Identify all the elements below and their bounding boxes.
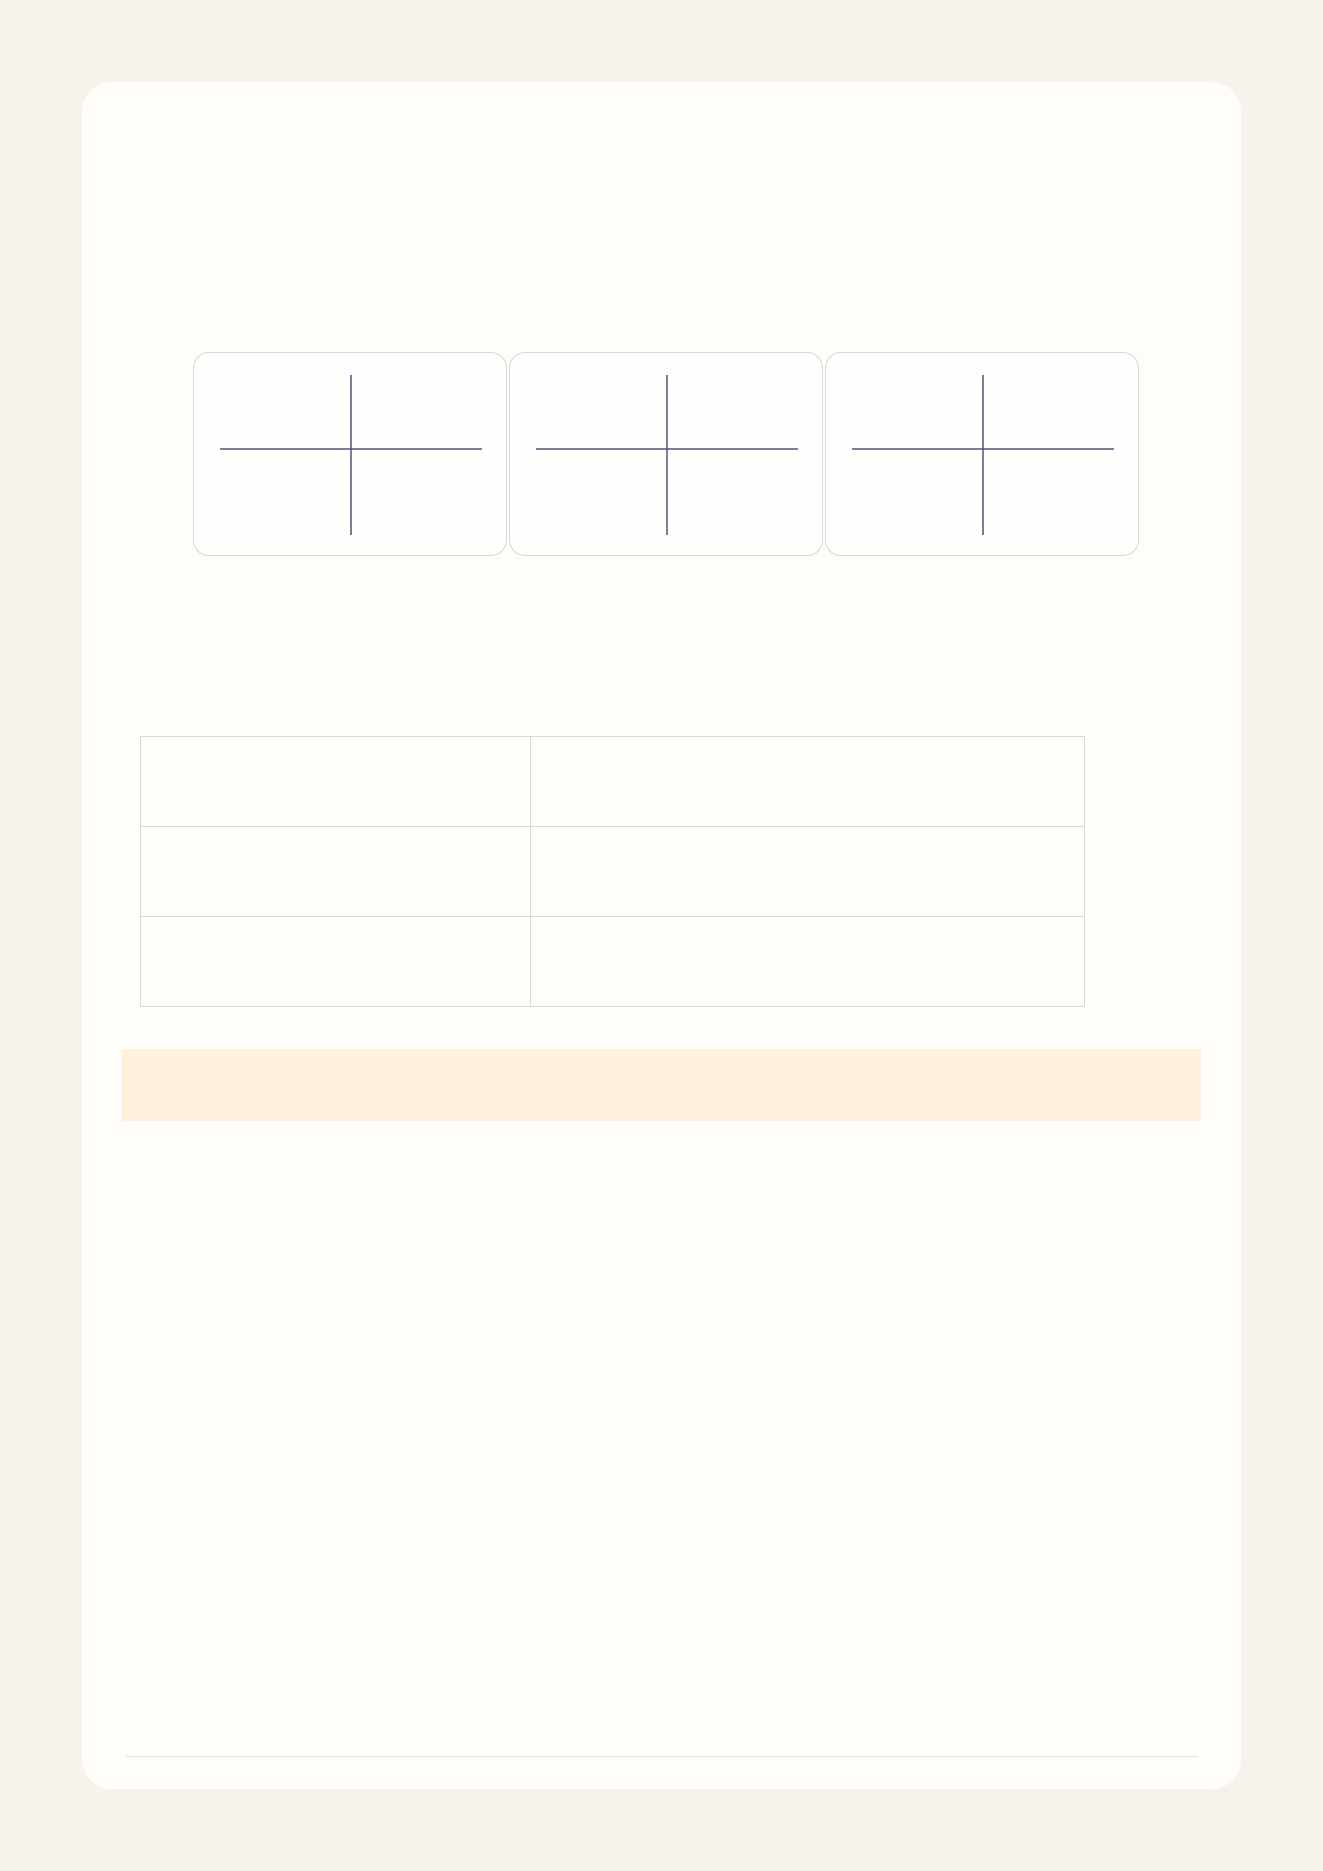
- page-card: [82, 82, 1241, 1789]
- vertex-point: [826, 353, 832, 359]
- graph-panel-narrow: [509, 352, 823, 556]
- table-row: [141, 917, 1085, 1007]
- vertex-point: [194, 353, 200, 359]
- graph-panels: [193, 352, 1143, 562]
- table-row: [141, 737, 1085, 827]
- rule-formula: [141, 737, 531, 827]
- rule-description: [531, 737, 1085, 827]
- graph-svg-narrow: [510, 353, 823, 556]
- warning-callout: [122, 1049, 1201, 1121]
- footer-divider: [126, 1756, 1198, 1757]
- rule-formula: [141, 827, 531, 917]
- section-eyebrow: [140, 134, 164, 155]
- graph-panel-base: [193, 352, 507, 556]
- graph-svg-base: [194, 353, 507, 556]
- rule-description: [531, 827, 1085, 917]
- vertex-point: [510, 353, 516, 359]
- rule-description: [531, 917, 1085, 1007]
- graph-panel-downward: [825, 352, 1139, 556]
- shift-rules-table: [140, 736, 1085, 1007]
- table-row: [141, 827, 1085, 917]
- graph-svg-downward: [826, 353, 1139, 556]
- rule-formula: [141, 917, 531, 1007]
